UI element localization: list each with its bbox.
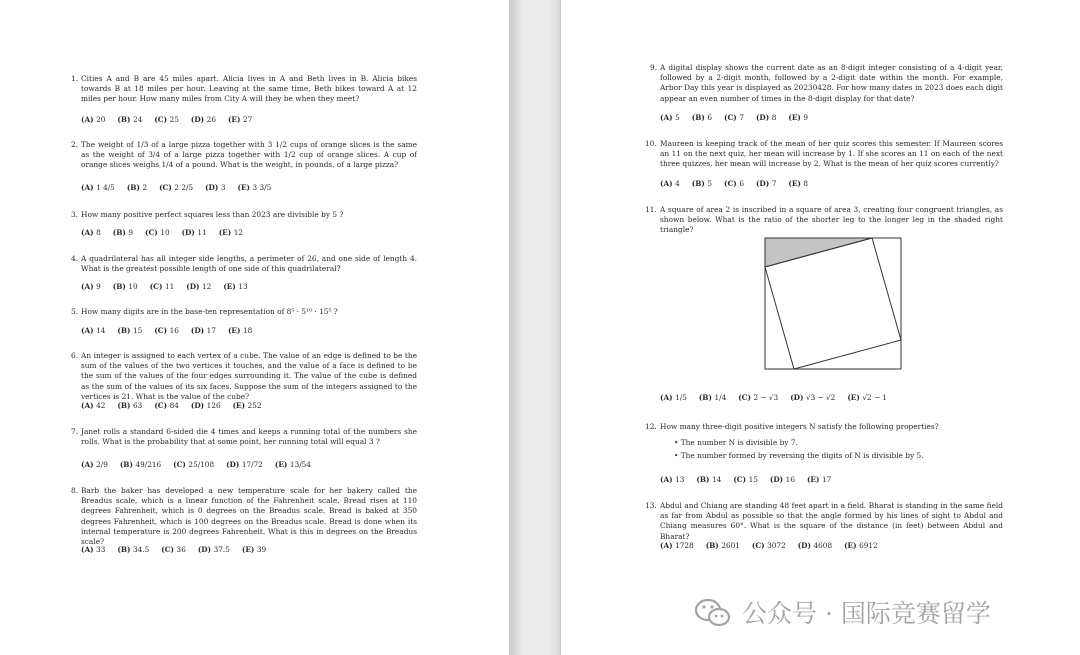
question-text: Cities A and B are 45 miles apart. Alicia lives in A and Beth lives in B. Alicia bikes towards B at 18 miles per hour. Leaving at the same time, Beth bikes toward A at 12 miles per hour. How many miles from City A will they be when they meet? (81, 74, 417, 104)
choice-c[interactable]: (C) 84 (154, 401, 179, 410)
question-text: Barb the baker has developed a new temperature scale for her bakery called the Breadus scale, which is a linear function of the Fahrenheit scale. Bread rises at 110 degrees Fahrenheit, which is 0 degrees on the Breadus scale. Bread is baked at 350 degrees Fahrenheit, which is 100 degrees on the Breadus scale. Bread is done when its internal temperature is 200 degrees Fahrenheit. What is this in degrees on the Breadus scale? (81, 486, 417, 547)
choice-c[interactable]: (C) 25/108 (173, 460, 215, 469)
answer-choices (81, 460, 323, 469)
question-text: Maureen is keeping track of the mean of her quiz scores this semester. If Maureen scores an 11 on the next quiz, her mean will increase by 1. If she scores an 11 on each of the next three quizzes, her mean will increase by 2. What is the mean of her quiz scores currently? (660, 139, 1003, 169)
question-6 (71, 351, 417, 402)
choice-b[interactable]: (B) 63 (117, 401, 143, 410)
answer-choices (660, 541, 890, 550)
choice-c[interactable]: (C) 15 (733, 475, 758, 484)
question-number: 10. (645, 139, 657, 148)
choice-d[interactable]: (D) 12 (186, 282, 212, 291)
choice-e[interactable]: (E) 13 (223, 282, 248, 291)
question-number: 2. (71, 140, 79, 149)
wechat-icon (694, 598, 732, 628)
choice-d[interactable]: (D) 37.5 (197, 545, 230, 554)
answer-choices (660, 113, 820, 122)
choice-a[interactable]: (A) 14 (81, 326, 106, 335)
choice-b[interactable]: (B) 5 (691, 179, 713, 188)
choice-d[interactable]: (D) 3 (205, 183, 226, 192)
choice-a[interactable]: (A) 1 4/5 (81, 183, 115, 192)
question-text: An integer is assigned to each vertex of a cube. The value of an edge is defined to be the sum of the values of the two vertices it touches, and the value of a face is defined to be the sum of the values of the four edges surrounding it. The value of the cube is defined as the sum of the values of its six faces. Suppose the sum of the integers assigned to the vertices is 21. What is the value of the cube? (81, 351, 417, 401)
choice-c[interactable]: (C) 7 (724, 113, 744, 122)
inscribed-squares-diagram (764, 237, 904, 371)
choice-c[interactable]: (C) 2 − √3 (738, 393, 779, 402)
question-number: 1. (71, 74, 79, 83)
choice-d[interactable]: (D) 16 (769, 475, 795, 484)
choice-d[interactable]: (D) 26 (190, 115, 216, 124)
choice-c[interactable]: (C) 2 2/5 (159, 183, 194, 192)
choice-c[interactable]: (C) 36 (161, 545, 186, 554)
bullet-item: • The number N is divisible by 7. (674, 438, 798, 447)
choice-a[interactable]: (A) 20 (81, 115, 106, 124)
page-gutter (509, 0, 561, 655)
choice-a[interactable]: (A) 2/9 (81, 460, 108, 469)
choice-b[interactable]: (B) 9 (112, 228, 134, 237)
choice-b[interactable]: (B) 2 (126, 183, 148, 192)
choice-e[interactable]: (E) 13/54 (274, 460, 311, 469)
choice-a[interactable]: (A) 8 (81, 228, 101, 237)
watermark-text: 公众号 · 国际竞赛留学 (742, 599, 991, 628)
question-text: A quadrilateral has all integer side lengths, a perimeter of 26, and one side of length 4. What is the greatest possible length of one side of this quadrilateral? (81, 254, 417, 274)
question-number: 8. (71, 486, 79, 495)
question-text: Abdul and Chiang are standing 48 feet apart in a field. Bharat is standing in the same field as far from Abdul as possible so that the angle formed by his lines of sight to Abdul and Chiang measures 60°. What is the square of the distance (in feet) between Abdul and Bharat? (660, 501, 1003, 541)
choice-e[interactable]: (E) 17 (806, 475, 832, 484)
choice-b[interactable]: (B) 49/216 (119, 460, 162, 469)
choice-a[interactable]: (A) 5 (660, 113, 680, 122)
question-number: 5. (71, 307, 79, 316)
answer-choices (81, 228, 255, 237)
question-number: 9. (650, 63, 658, 72)
question-4 (71, 254, 417, 274)
choice-c[interactable]: (C) 6 (724, 179, 744, 188)
choice-a[interactable]: (A) 1/5 (660, 393, 687, 402)
choice-a[interactable]: (A) 13 (660, 475, 685, 484)
choice-e[interactable]: (E) 8 (788, 179, 809, 188)
choice-b[interactable]: (B) 10 (112, 282, 138, 291)
choice-d[interactable]: (D) 4608 (797, 541, 833, 550)
question-10 (645, 139, 1003, 170)
question-number: 3. (71, 210, 79, 219)
choice-d[interactable]: (D) 7 (755, 179, 777, 188)
choice-d[interactable]: (D) 11 (181, 228, 207, 237)
question-1 (71, 74, 417, 105)
question-9 (650, 63, 1003, 104)
choice-e[interactable]: (E) 252 (232, 401, 262, 410)
choice-e[interactable]: (E) 6912 (844, 541, 878, 550)
answer-choices (660, 179, 820, 188)
choice-b[interactable]: (B) 1/4 (698, 393, 727, 402)
choice-b[interactable]: (B) 15 (117, 326, 143, 335)
question-3 (71, 210, 417, 220)
choice-c[interactable]: (C) 25 (154, 115, 179, 124)
choice-b[interactable]: (B) 34.5 (117, 545, 150, 554)
choice-e[interactable]: (E) 12 (218, 228, 243, 237)
question-2 (71, 140, 417, 171)
choice-c[interactable]: (C) 3072 (751, 541, 786, 550)
answer-choices (660, 393, 899, 402)
choice-e[interactable]: (E) 39 (241, 545, 267, 554)
choice-d[interactable]: (D) 17/72 (226, 460, 263, 469)
question-text: How many three-digit positive integers N satisfy the following properties? (660, 422, 939, 431)
left-page (0, 0, 509, 655)
choice-a[interactable]: (A) 1728 (660, 541, 694, 550)
answer-choices (81, 401, 274, 410)
choice-d[interactable]: (D) 126 (190, 401, 221, 410)
question-text: A digital display shows the current date as an 8-digit integer consisting of a 4-digit year, followed by a 2-digit month, followed by a 2-digit date within the month. For example, Arbor Day this year is displayed as 20230428. For how many dates in 2023 does each digit appear an even number of times in the 8-digit display for that date? (660, 63, 1003, 103)
choice-d[interactable]: (D) √3 − √2 (790, 393, 836, 402)
answer-choices (81, 545, 278, 554)
choice-d[interactable]: (D) 8 (755, 113, 777, 122)
answer-choices (81, 326, 264, 335)
question-text: How many positive perfect squares less than 2023 are divisible by 5 ? (81, 210, 344, 219)
choice-c[interactable]: (C) 16 (154, 326, 179, 335)
choice-b[interactable]: (B) 14 (696, 475, 722, 484)
answer-choices (81, 183, 283, 192)
choice-b[interactable]: (B) 24 (117, 115, 143, 124)
choice-c[interactable]: (C) 10 (145, 228, 170, 237)
choice-b[interactable]: (B) 6 (691, 113, 713, 122)
choice-a[interactable]: (A) 33 (81, 545, 106, 554)
choice-e[interactable]: (E) 3 3/5 (237, 183, 272, 192)
choice-a[interactable]: (A) 42 (81, 401, 106, 410)
question-7 (71, 427, 417, 447)
choice-e[interactable]: (E) √2 − 1 (847, 393, 888, 402)
question-number: 7. (71, 427, 79, 436)
question-number: 6. (71, 351, 79, 360)
choice-e[interactable]: (E) 18 (227, 326, 253, 335)
choice-a[interactable]: (A) 9 (81, 282, 101, 291)
choice-e[interactable]: (E) 9 (788, 113, 809, 122)
question-number: 13. (645, 501, 657, 510)
bullet-list (674, 438, 994, 461)
question-8 (71, 486, 417, 547)
choice-d[interactable]: (D) 17 (190, 326, 216, 335)
choice-b[interactable]: (B) 2601 (705, 541, 740, 550)
question-13 (645, 501, 1003, 542)
question-11 (645, 205, 1003, 236)
question-number: 11. (645, 205, 657, 214)
question-text: A square of area 2 is inscribed in a square of area 3, creating four congruent triangles, as shown below. What is the ratio of the shorter leg to the longer leg in the shaded right triangle? (660, 205, 1003, 235)
answer-choices (81, 115, 264, 124)
question-text: Janet rolls a standard 6-sided die 4 times and keeps a running total of the numbers she rolls. What is the probability that at some point, her running total will equal 3 ? (81, 427, 417, 447)
choice-e[interactable]: (E) 27 (227, 115, 253, 124)
question-number: 12. (645, 422, 657, 431)
question-number: 4. (71, 254, 79, 263)
bullet-item: • The number formed by reversing the digits of N is divisible by 5. (674, 451, 924, 461)
question-12 (645, 422, 1003, 432)
choice-c[interactable]: (C) 11 (149, 282, 175, 291)
answer-choices (81, 282, 260, 291)
answer-choices (660, 475, 843, 484)
question-5 (71, 307, 417, 317)
right-page (561, 0, 1080, 655)
question-text: The weight of 1/3 of a large pizza together with 3 1/2 cups of orange slices is the same as the weight of 3/4 of a large pizza together with 1/2 cup of orange slices. A cup of orange slices weighs 1/4 of a pound. What is the weight, in pounds, of a large pizza? (81, 140, 417, 170)
choice-a[interactable]: (A) 4 (660, 179, 680, 188)
question-text: How many digits are in the base-ten representation of 8⁵ · 5¹⁰ · 15⁵ ? (81, 307, 338, 316)
